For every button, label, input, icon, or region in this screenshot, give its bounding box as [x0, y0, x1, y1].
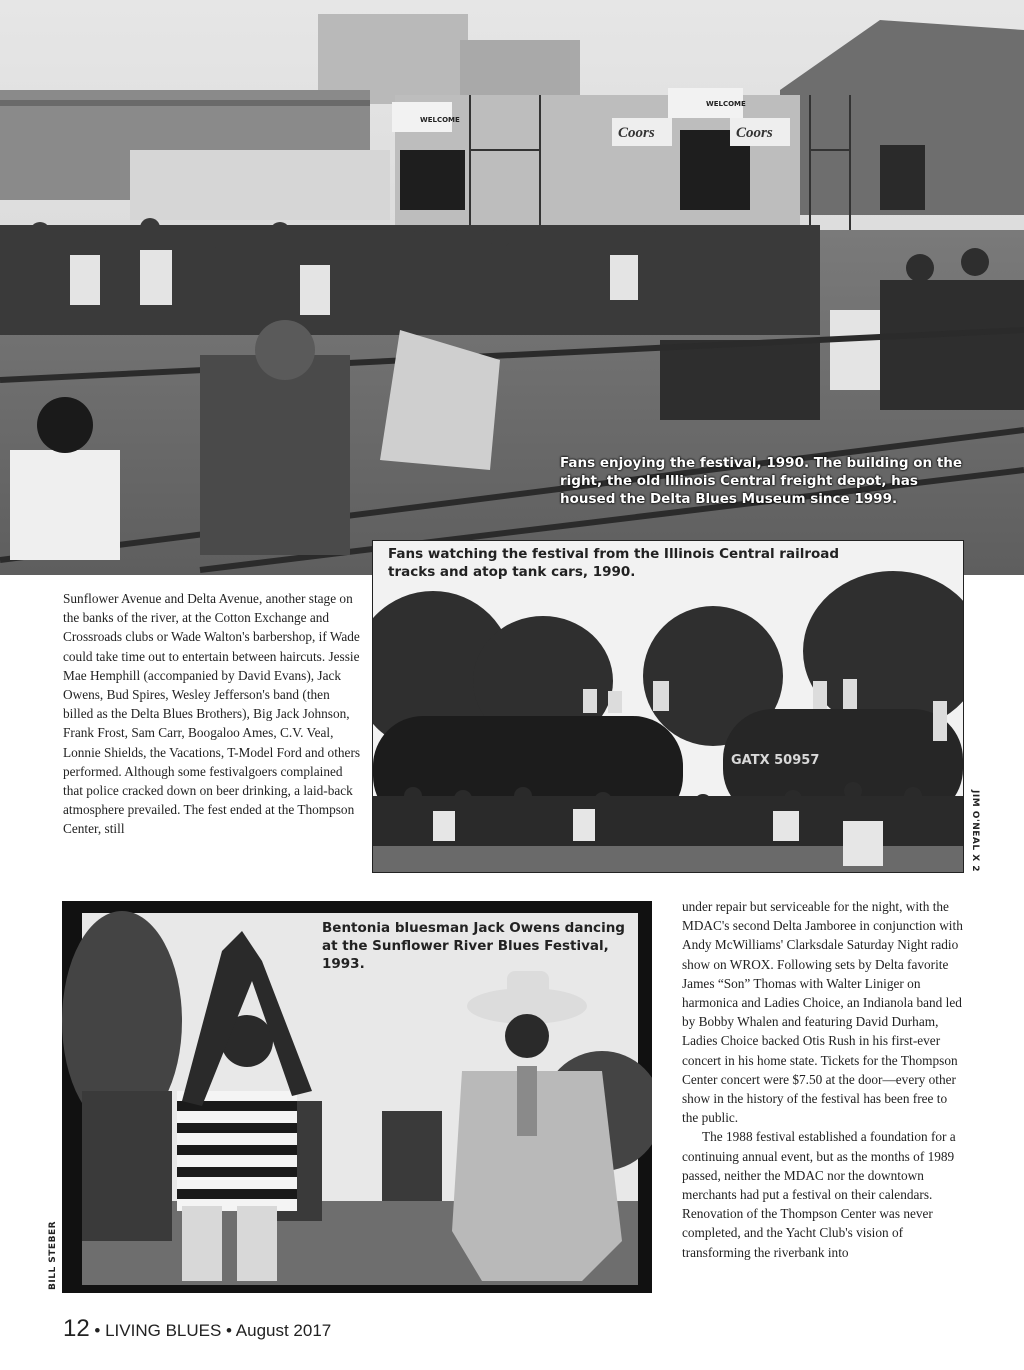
photo-credit-bottom: BILL STEBER: [48, 1220, 58, 1290]
page-number: 12: [63, 1315, 90, 1342]
tank-cars-photo: [372, 540, 964, 873]
article-paragraph: under repair but serviceable for the night, with the MDAC's second Delta Jamboree in conjunction with Andy McWilliams' Clarksdale Saturday Night radio show on WROX. Following sets by Delta favorite James “Son” Thomas with Walter Liniger on harmonica and Ladies Choice, an Indianola band led by Bobby Whalen and featuring David Durham, Ladies Choice backed Otis Rush in his first-ever concert in his home state. Tickets for the Thompson Center concert were $7.50 at the door—every other show in the history of the festival has been free to the public.: [682, 899, 963, 1126]
welcome-banner-left: WELCOME: [420, 116, 460, 124]
magazine-issue: • LIVING BLUES • August 2017: [89, 1321, 332, 1340]
photo-caption-bottom: Bentonia bluesman Jack Owens dancing at the Sunflower River Blues Festival, 1993.: [322, 920, 625, 972]
article-left-column: Sunflower Avenue and Delta Avenue, another stage on the banks of the river, at the Cotton Exchange and Crossroads clubs or Wade Walton's barbershop, if Wade could take time out to entertain between haircuts. Jessie Mae Hemphill (accompanied by David Evans), Jack Owens, Bud Spires, Wesley Jefferson's band (then billed as the Delta Blues Brothers), Big Jack Johnson, Frank Frost, Sam Carr, Boogaloo Ames, C.V. Veal, Lonnie Shields, the Vacations, T-Model Ford and others performed. Although some festivalgoers complained that police cracked down on beer drinking, a laid-back atmosphere prevailed. The fest ended at the Thompson Center, still: [63, 591, 361, 837]
coors-sign-left: Coors: [618, 125, 655, 141]
article-right-column: [682, 897, 965, 1262]
page-footer: [63, 1315, 331, 1343]
article-paragraph: The 1988 festival established a foundation for a continuing annual event, but as the months of 1989 passed, neither the MDAC nor the downtown merchants had put a festival on their calendars. Renovation of the Thompson Center was never completed, and the Yacht Club's vision of transforming the riverbank into: [682, 1129, 956, 1260]
tank-cars-illustration: [373, 541, 963, 872]
photo-credit-tanks: JIM O'NEAL X 2: [970, 790, 980, 873]
photo-caption-top: Fans enjoying the festival, 1990. The building on the right, the old Illinois Central freight depot, has housed the Delta Blues Museum since 1999.: [560, 455, 963, 507]
welcome-banner-right: WELCOME: [706, 100, 746, 108]
tank-car-number: GATX 50957: [731, 753, 820, 768]
coors-sign-right: Coors: [736, 125, 773, 141]
photo-caption-tanks: Fans watching the festival from the Illinois Central railroad tracks and atop tank cars, 1990.: [388, 546, 840, 580]
